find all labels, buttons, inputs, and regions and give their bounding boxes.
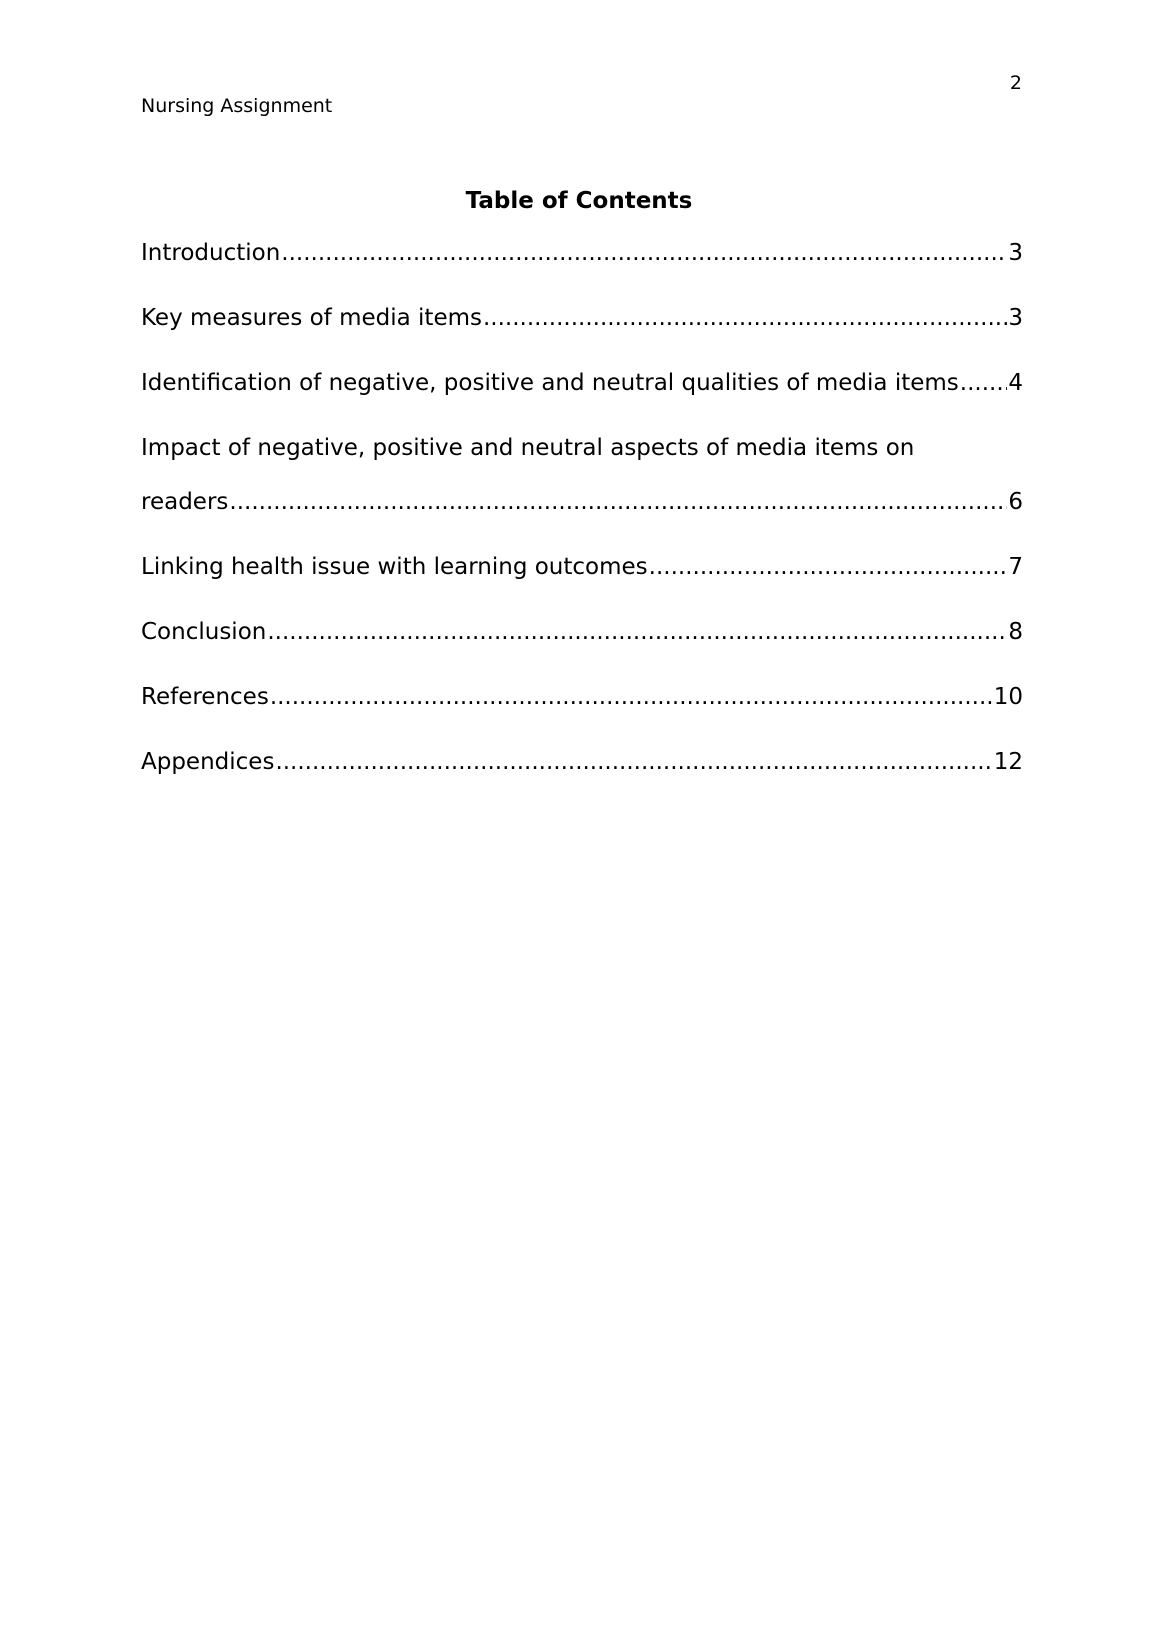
toc-entry-conclusion[interactable] bbox=[141, 617, 1023, 647]
toc-entry-page: 4 bbox=[1008, 370, 1023, 396]
toc-dot-leader bbox=[275, 747, 992, 777]
toc-entry-label: Key measures of media items bbox=[141, 305, 482, 331]
toc-dot-leader bbox=[267, 617, 1007, 647]
toc-dot-leader bbox=[649, 552, 1008, 582]
toc-entry-label-line1: Impact of negative, positive and neutral aspects of media items on bbox=[141, 435, 915, 461]
running-head: Nursing Assignment bbox=[141, 95, 333, 117]
toc-entry-appendices[interactable] bbox=[141, 747, 1023, 777]
toc-entry-linking[interactable] bbox=[141, 552, 1023, 582]
toc-entry-label: Linking health issue with learning outcomes bbox=[141, 554, 648, 580]
toc-entry-page: 3 bbox=[1008, 305, 1023, 331]
toc-dot-leader bbox=[960, 368, 1008, 398]
toc-entry-label: References bbox=[141, 684, 269, 710]
toc-entry-label: Identification of negative, positive and neutral qualities of media items bbox=[141, 370, 959, 396]
toc-entry-page: 12 bbox=[993, 749, 1023, 775]
toc-entry-label: Introduction bbox=[141, 240, 281, 266]
toc-entry-page: 10 bbox=[993, 684, 1023, 710]
toc-entry-key-measures[interactable] bbox=[141, 303, 1023, 333]
toc-dot-leader bbox=[229, 487, 1007, 517]
toc-entry-page: 3 bbox=[1008, 240, 1023, 266]
toc-entry-references[interactable] bbox=[141, 682, 1023, 712]
toc-entry-label: Appendices bbox=[141, 749, 275, 775]
toc-dot-leader bbox=[483, 303, 1007, 333]
toc-entry-impact[interactable] bbox=[141, 433, 1023, 517]
toc-entry-label: readers bbox=[141, 489, 229, 515]
page-number: 2 bbox=[1009, 72, 1022, 94]
toc-entry-introduction[interactable] bbox=[141, 238, 1023, 268]
toc-dot-leader bbox=[281, 238, 1007, 268]
toc-entry-identification[interactable] bbox=[141, 368, 1023, 398]
toc-dot-leader bbox=[270, 682, 993, 712]
toc-entry-page: 7 bbox=[1008, 554, 1023, 580]
table-of-contents bbox=[141, 238, 1023, 812]
toc-entry-label: Conclusion bbox=[141, 619, 267, 645]
toc-entry-page: 8 bbox=[1008, 619, 1023, 645]
toc-title: Table of Contents bbox=[465, 188, 693, 214]
toc-entry-page: 6 bbox=[1008, 489, 1023, 515]
